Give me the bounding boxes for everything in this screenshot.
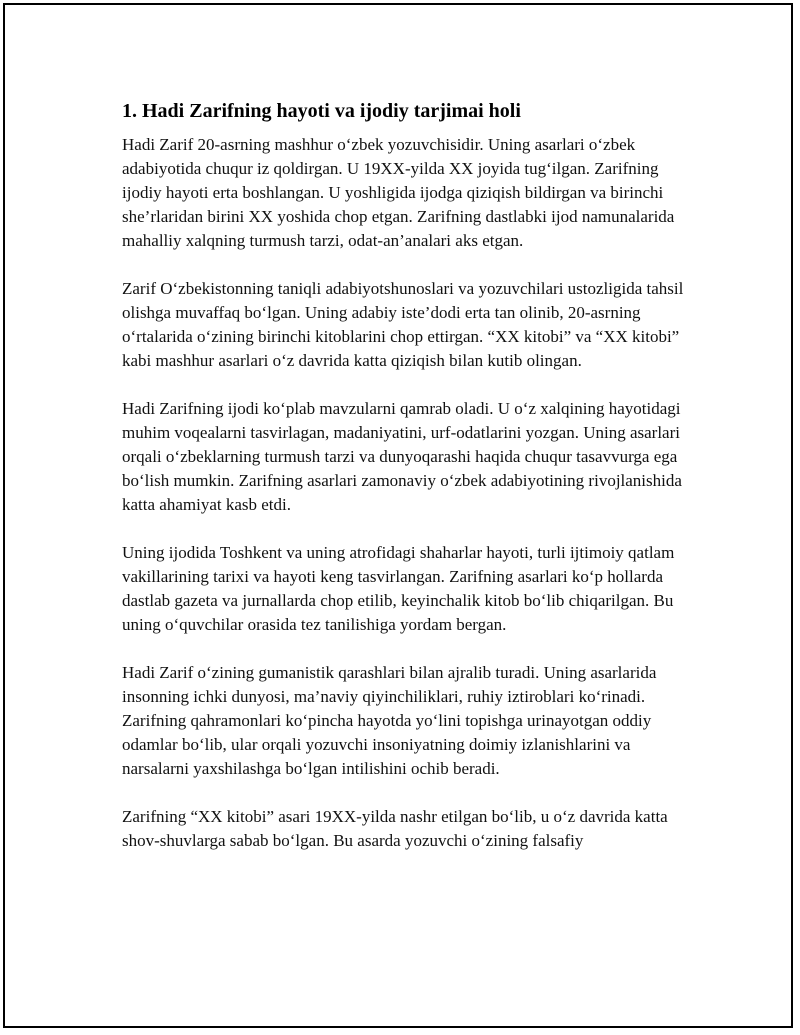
paragraph-6: Zarifning “XX kitobi” asari 19XX-yilda nashr etilgan bo‘lib, u o‘z davrida katta shov-shuvlarga sabab bo‘lgan. Bu asarda yozuvchi o‘zining falsafiy <box>122 807 668 850</box>
paragraph-5: Hadi Zarif o‘zining gumanistik qarashlari bilan ajralib turadi. Uning asarlarida insonning ichki dunyosi, ma’naviy qiyinchiliklari, ruhiy iztiroblari ko‘rinadi. Zarifning qahramonlari ko‘pincha hayotda yo‘lini topishga urinayotgan oddiy odamlar bo‘lib, ular orqali yozuvchi insoniyatning doimiy izlanishlarini va narsalarni yaxshilashga bo‘lgan intilishini ochib beradi. <box>122 663 657 778</box>
section-heading: 1. Hadi Zarifning hayoti va ijodiy tarjimai holi <box>122 100 521 122</box>
document-body <box>122 99 698 877</box>
paragraph-3: Hadi Zarifning ijodi ko‘plab mavzularni qamrab oladi. U o‘z xalqining hayotidagi muhim voqealarni tasvirlagan, madaniyatini, urf-odatlarini yozgan. Uning asarlari orqali o‘zbeklarning turmush tarzi va dunyoqarashi haqida chuqur tasavvurga ega bo‘lish mumkin. Zarifning asarlari zamonaviy o‘zbek adabiyotining rivojlanishida katta ahamiyat kasb etdi. <box>122 399 682 514</box>
paragraph-1: Hadi Zarif 20-asrning mashhur o‘zbek yozuvchisidir. Uning asarlari o‘zbek adabiyotida chuqur iz qoldirgan. U 19XX-yilda XX joyida tug‘ilgan. Zarifning ijodiy hayoti erta boshlangan. U yoshligida ijodga qiziqish bildirgan va birinchi she’rlaridan birini XX yoshida chop etgan. Zarifning dastlabki ijod namunalarida mahalliy xalqning turmush tarzi, odat-an’analari aks etgan. <box>122 135 675 250</box>
page-frame <box>3 3 793 1028</box>
paragraph-2: Zarif O‘zbekistonning taniqli adabiyotshunoslari va yozuvchilari ustozligida tahsil olishga muvaffaq bo‘lgan. Uning adabiy iste’dodi erta tan olinib, 20-asrning o‘rtalarida o‘zining birinchi kitoblarini chop ettirgan. “XX kitobi” va “XX kitobi” kabi mashhur asarlari o‘z davrida katta qiziqish bilan kutib olingan. <box>122 279 684 370</box>
paragraph-4: Uning ijodida Toshkent va uning atrofidagi shaharlar hayoti, turli ijtimoiy qatlam vakillarining tarixi va hayoti keng tasvirlangan. Zarifning asarlari ko‘p hollarda dastlab gazeta va jurnallarda chop etilib, keyinchalik kitob bo‘lib chiqarilgan. Bu uning o‘quvchilar orasida tez tanilishiga yordam bergan. <box>122 543 675 634</box>
